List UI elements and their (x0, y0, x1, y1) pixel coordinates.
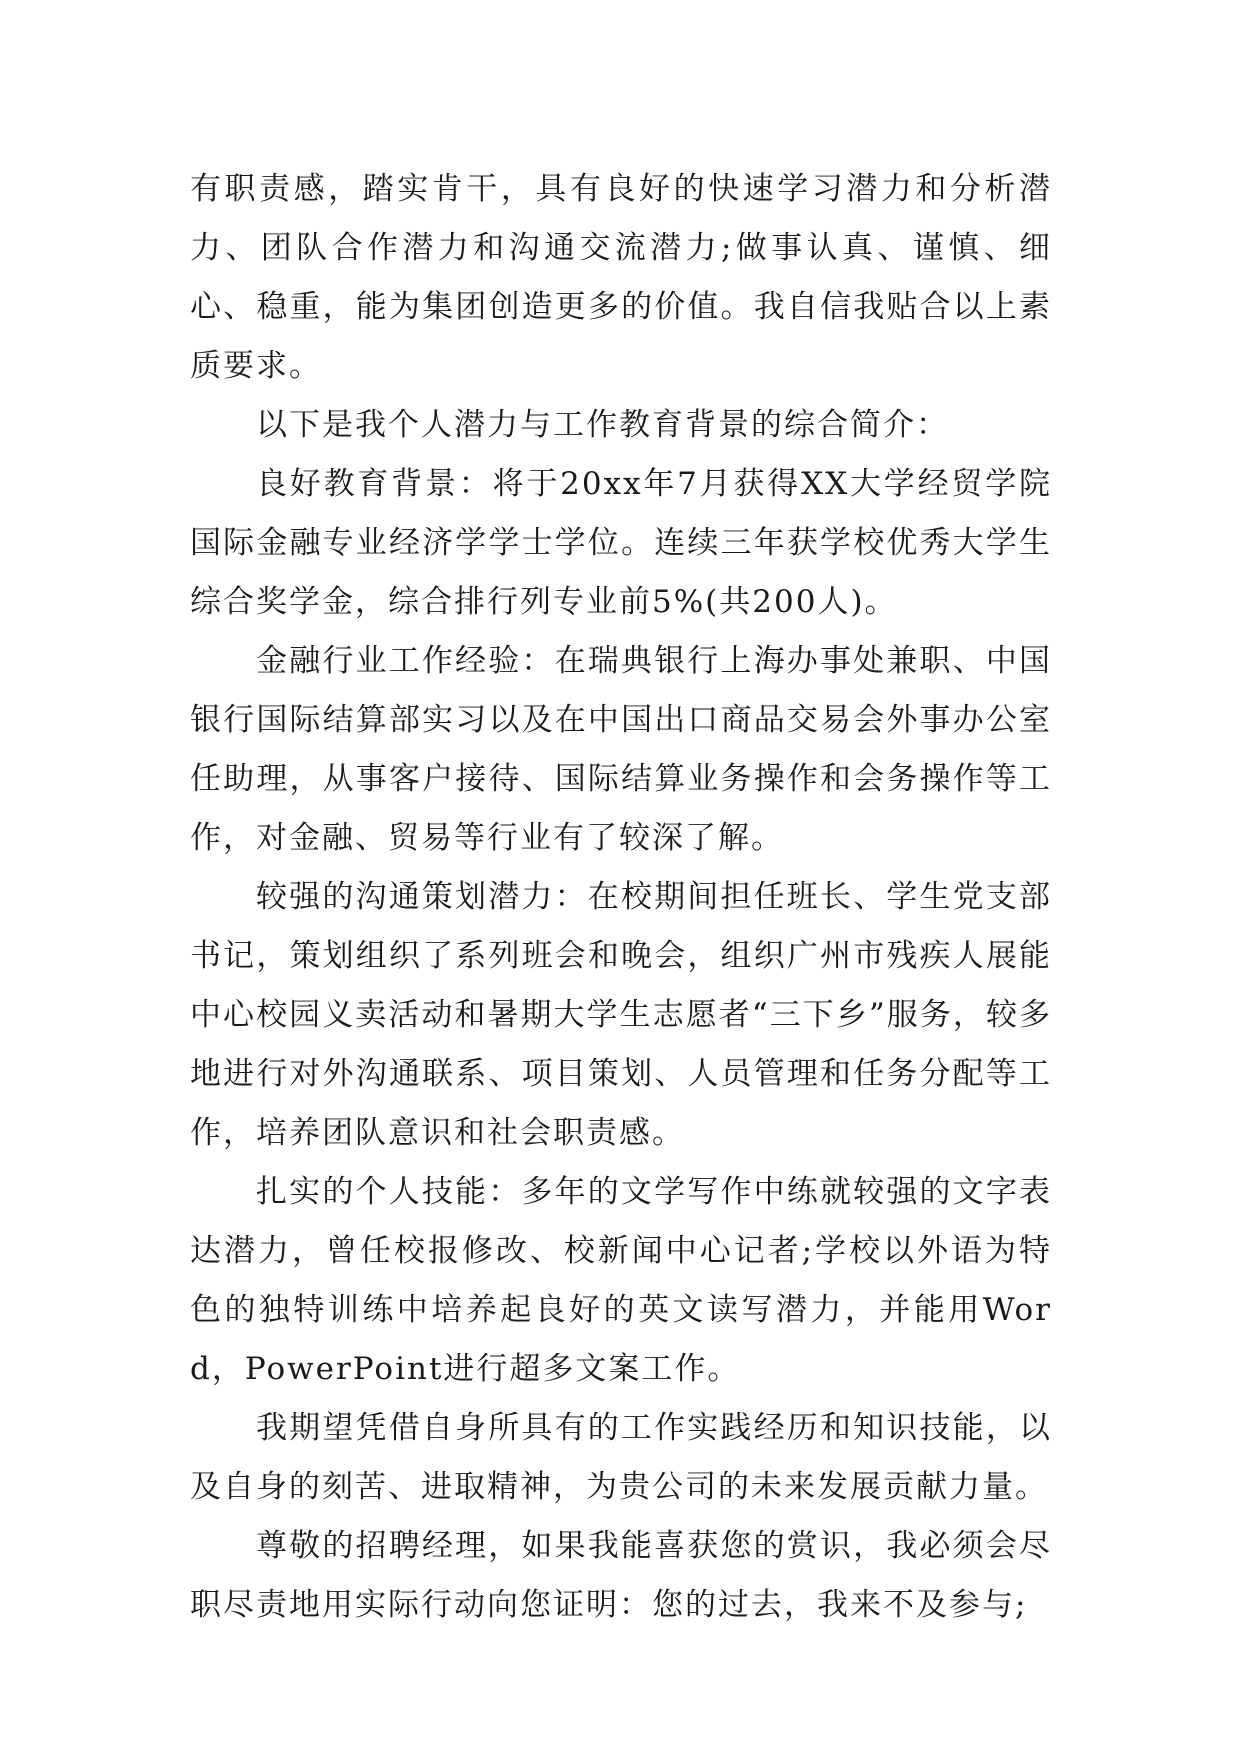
paragraph-skills: 扎实的个人技能：多年的文学写作中练就较强的文字表达潜力，曾任校报修改、校新闻中心记者;学校以外语为特色的独特训练中培养起良好的英文读写潜力，并能用Word，PowerPoint进行超多文案工作。 (190, 1174, 1052, 1387)
paragraph-closing: 尊敬的招聘经理，如果我能喜获您的赏识，我必须会尽职尽责地用实际行动向您证明：您的过去，我来不及参与; (190, 1528, 1052, 1623)
paragraph-education: 良好教育背景：将于20xx年7月获得XX大学经贸学院国际金融专业经济学学士学位。连续三年获学校优秀大学生综合奖学金，综合排行列专业前5%(共200人)。 (190, 466, 1052, 620)
paragraph-intro: 以下是我个人潜力与工作教育背景的综合简介： (256, 407, 949, 443)
paragraph-aspiration: 我期望凭借自身所具有的工作实践经历和知识技能，以及自身的刻苦、进取精神，为贵公司的未来发展贡献力量。 (190, 1410, 1052, 1505)
paragraph-communication: 较强的沟通策划潜力：在校期间担任班长、学生党支部书记，策划组织了系列班会和晚会，组织广州市残疾人展能中心校园义卖活动和暑期大学生志愿者“三下乡”服务，较多地进行对外沟通联系、项目策划、人员管理和任务分配等工作，培养团队意识和社会职责感。 (190, 879, 1052, 1151)
document-body (190, 160, 1052, 1635)
paragraph-finance-experience: 金融行业工作经验：在瑞典银行上海办事处兼职、中国银行国际结算部实习以及在中国出口商品交易会外事办公室任助理，从事客户接待、国际结算业务操作和会务操作等工作，对金融、贸易等行业有了较深了解。 (190, 643, 1052, 856)
paragraph-responsibility: 有职责感，踏实肯干，具有良好的快速学习潜力和分析潜力、团队合作潜力和沟通交流潜力;做事认真、谨慎、细心、稳重，能为集团创造更多的价值。我自信我贴合以上素质要求。 (190, 171, 1052, 384)
